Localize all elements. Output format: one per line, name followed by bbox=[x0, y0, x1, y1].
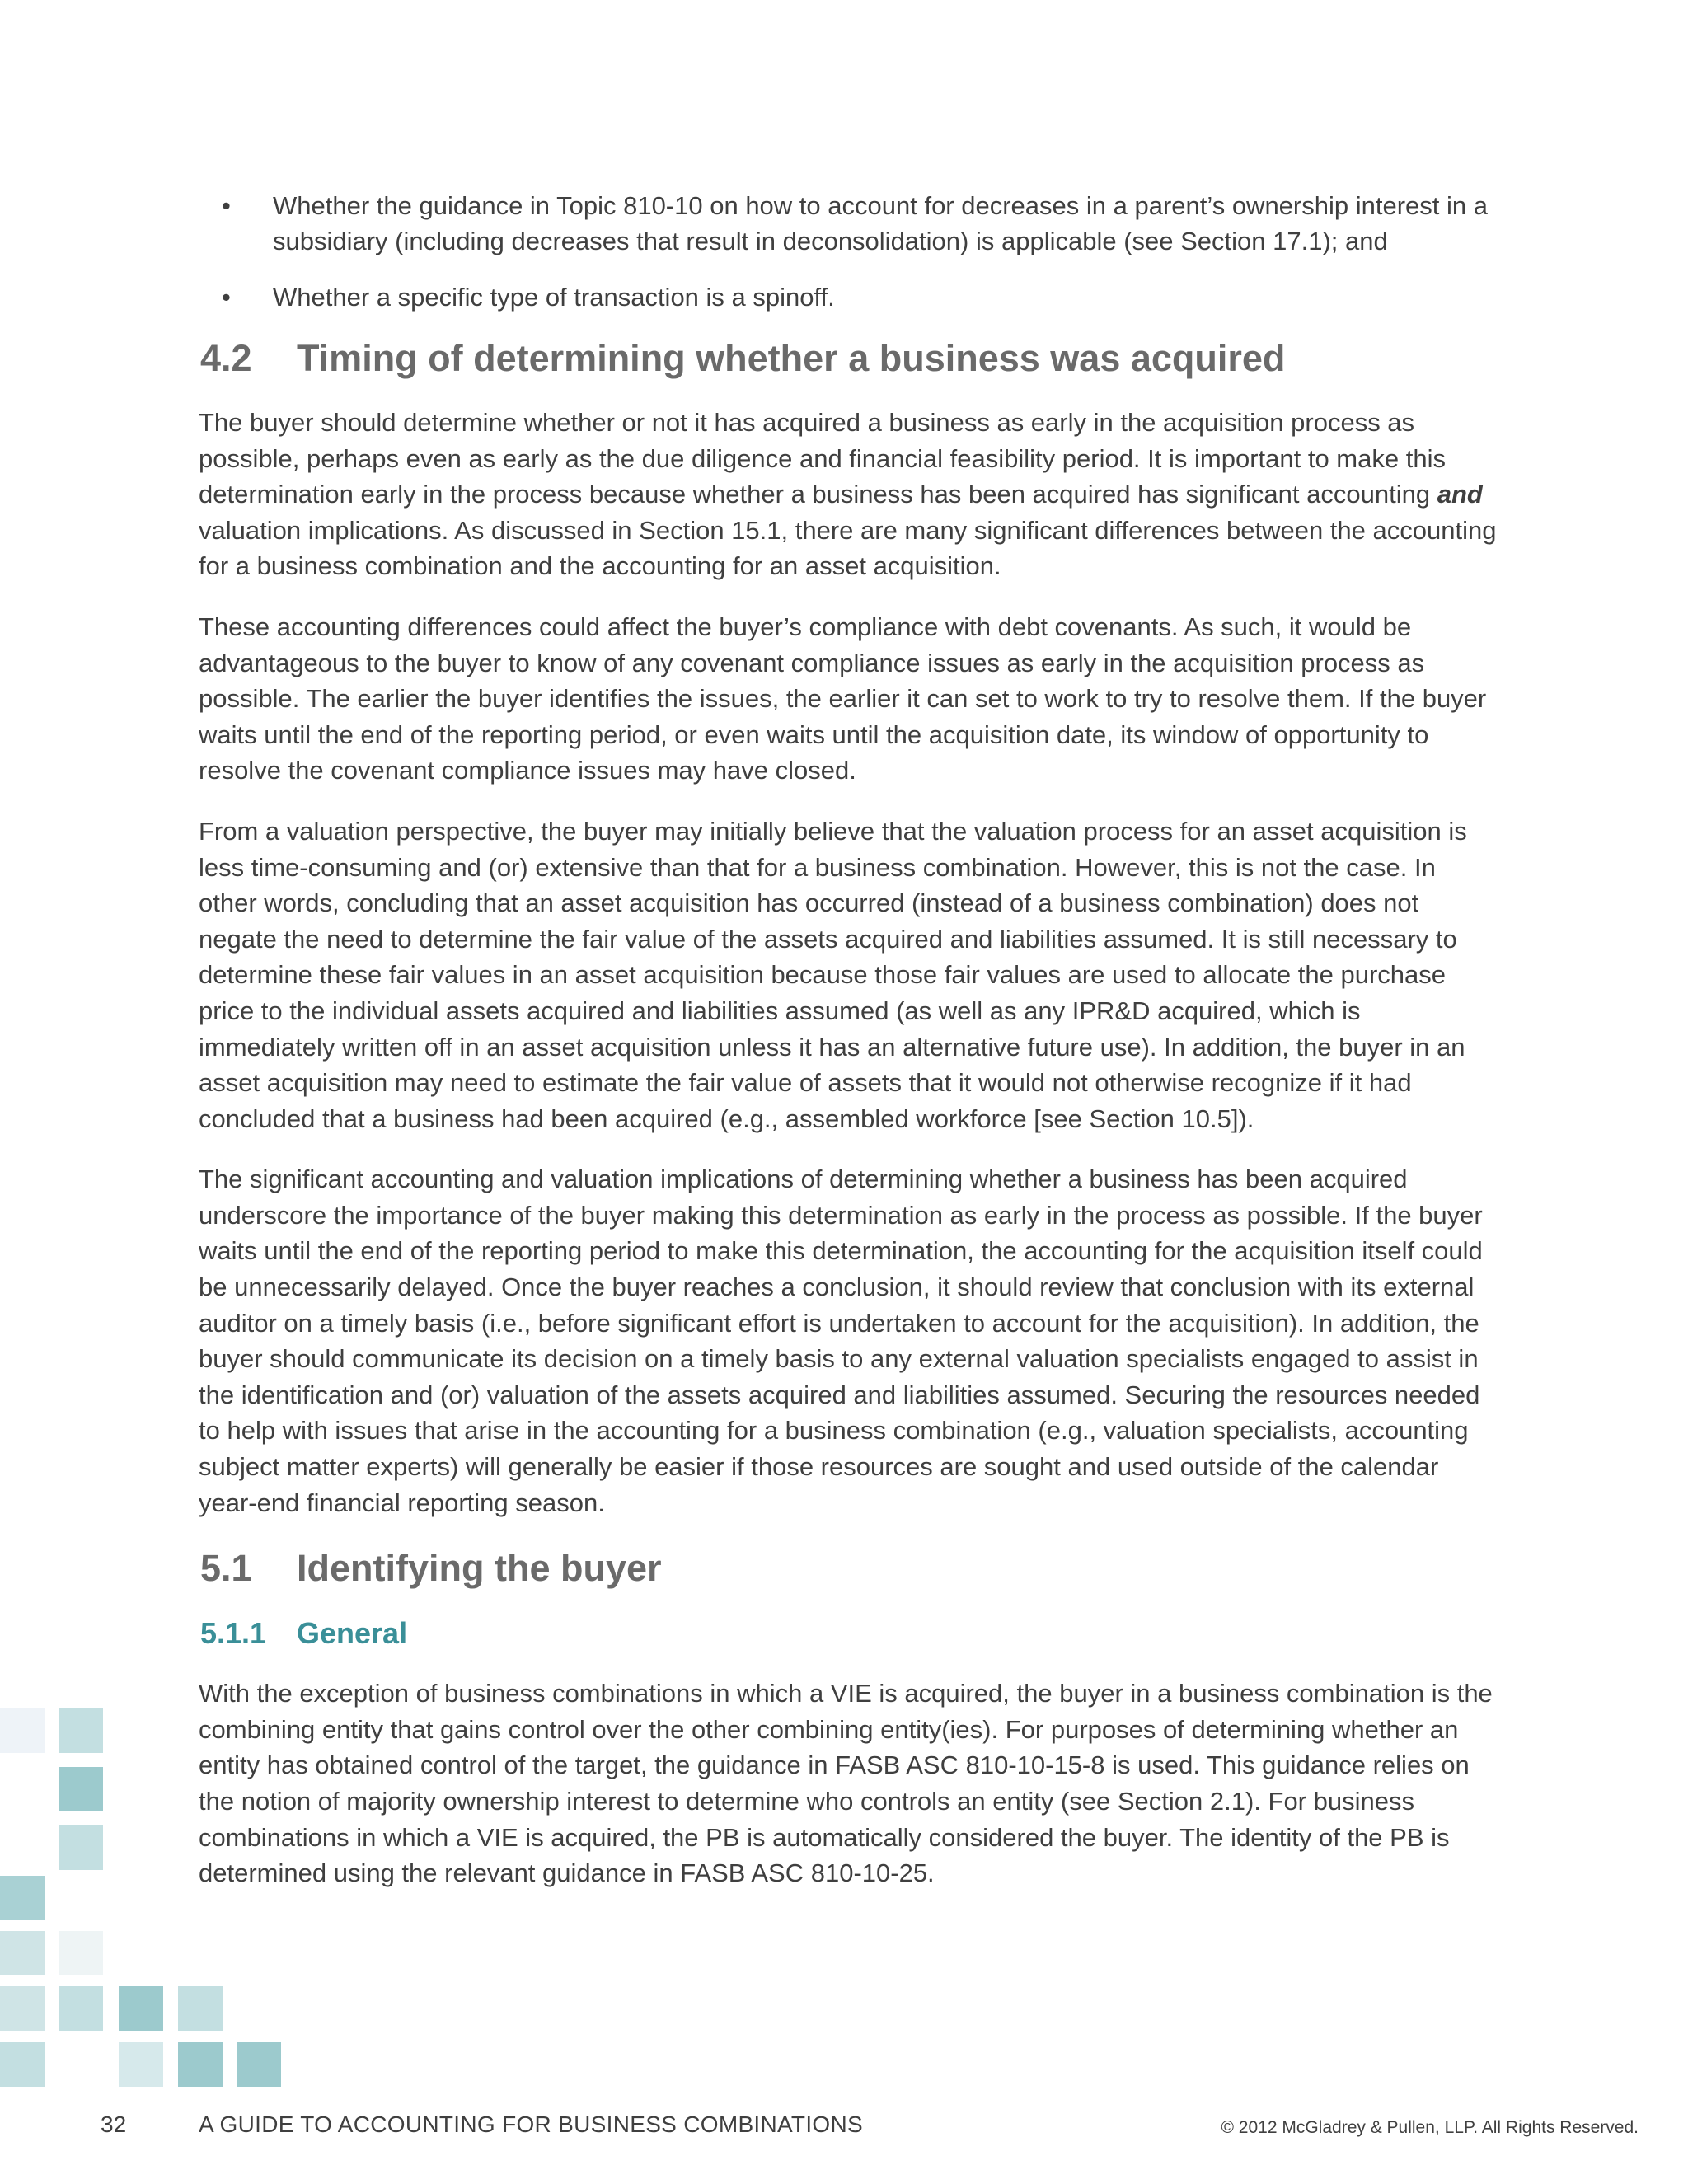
decorative-square bbox=[119, 1986, 163, 2031]
subsection-number: 5.1.1 bbox=[200, 1616, 267, 1651]
decorative-square bbox=[119, 2042, 163, 2087]
decorative-square bbox=[59, 1986, 103, 2031]
copyright-notice: © 2012 McGladrey & Pullen, LLP. All Rights Reserved. bbox=[1221, 2118, 1639, 2137]
section-heading-4-2 bbox=[200, 335, 1501, 382]
bullet-icon: • bbox=[222, 283, 231, 312]
list-item bbox=[199, 188, 1501, 259]
emphasis-text: and bbox=[1437, 480, 1483, 509]
page-content bbox=[199, 188, 1501, 1916]
decorative-square bbox=[237, 2042, 281, 2087]
paragraph: The significant accounting and valuation implications of determining whether a business has been acquired underscore the importance of the buyer making this determination as early in the process as possible. If the buyer waits until the end of the reporting period to make this determination, the accounting for the acquisition itself could be unnecessarily delayed. Once the buyer reaches a conclusion, it should review that conclusion with its external auditor on a timely basis (i.e., before significant effort is undertaken to account for the acquisition). In addition, the buyer should communicate its decision on a timely basis to any external valuation specialists engaged to assist in the identification and (or) valuation of the assets acquired and liabilities assumed. Securing the resources needed to help with issues that arise in the accounting for a business combination (e.g., valuation specialists, accounting subject matter experts) will generally be easier if those resources are sought and used outside of the calendar year-end financial reporting season. bbox=[199, 1165, 1483, 1517]
list-item-text: Whether the guidance in Topic 810-10 on how to account for decreases in a parent’s ownership interest in a subsidiary (including decreases that result in deconsolidation) is applicable (see Section 17.1); and bbox=[273, 191, 1488, 255]
decorative-square bbox=[59, 1708, 103, 1753]
section-heading-5-1 bbox=[200, 1545, 1501, 1591]
page-number: 32 bbox=[101, 2111, 127, 2137]
list-item-text: Whether a specific type of transaction is a spinoff. bbox=[273, 283, 835, 312]
decorative-square bbox=[59, 1825, 103, 1870]
decorative-square bbox=[59, 1931, 103, 1975]
section-number: 4.2 bbox=[200, 337, 252, 379]
footer-title: A GUIDE TO ACCOUNTING FOR BUSINESS COMBINATIONS bbox=[199, 2111, 863, 2137]
bullet-list bbox=[199, 188, 1501, 315]
section-title: Identifying the buyer bbox=[297, 1547, 662, 1590]
subsection-title: General bbox=[297, 1616, 408, 1651]
decorative-square bbox=[0, 2042, 45, 2087]
paragraph-text: valuation implications. As discussed in Section 15.1, there are many significant differences between the accounting for a business combination and the accounting for an asset acquisition. bbox=[199, 515, 1497, 581]
paragraph bbox=[199, 405, 1501, 584]
list-item bbox=[199, 279, 1501, 315]
decorative-square bbox=[178, 1986, 223, 2031]
section-number: 5.1 bbox=[200, 1547, 252, 1590]
decorative-square bbox=[0, 1708, 45, 1753]
bullet-icon: • bbox=[222, 191, 231, 220]
paragraph: From a valuation perspective, the buyer may initially believe that the valuation process for an asset acquisition is less time-consuming and (or) extensive than that for a business combination. However, this is not the case. In other words, concluding that an asset acquisition has occurred (instead of a business combination) does not negate the need to determine the fair value of the assets acquired and liabilities assumed. It is still necessary to determine these fair values in an asset acquisition because those fair values are used to allocate the purchase price to the individual assets acquired and liabilities assumed (as well as any IPR&D acquired, which is immediately written off in an asset acquisition unless it has an alternative future use). In addition, the buyer in an asset acquisition may need to estimate the fair value of assets that it would not otherwise recognize if it had concluded that a business had been acquired (e.g., assembled workforce [see Section 10.5]). bbox=[199, 816, 1467, 1133]
decorative-square bbox=[0, 1986, 45, 2031]
decorative-square bbox=[59, 1767, 103, 1811]
paragraph: With the exception of business combinations in which a VIE is acquired, the buyer in a business combination is the combining entity that gains control over the other combining entity(ies). For purposes of determining whether an entity has obtained control of the target, the guidance in FASB ASC 810-10-15-8 is used. This guidance relies on the notion of majority ownership interest to determine who controls an entity (see Section 2.1). For business combinations in which a VIE is acquired, the PB is automatically considered the buyer. The identity of the PB is determined using the relevant guidance in FASB ASC 810-10-25. bbox=[199, 1679, 1493, 1888]
decorative-square bbox=[0, 1931, 45, 1975]
section-title: Timing of determining whether a business was acquired bbox=[297, 337, 1286, 379]
paragraph: These accounting differences could affect the buyer’s compliance with debt covenants. As such, it would be advantageous to the buyer to know of any covenant compliance issues as early in the acquisition process as possible. The earlier the buyer identifies the issues, the earlier it can set to work to try to resolve them. If the buyer waits until the end of the reporting period, or even waits until the acquisition date, its window of opportunity to resolve the covenant compliance issues may have closed. bbox=[199, 612, 1487, 785]
paragraph-text: The buyer should determine whether or not it has acquired a business as early in the acquisition process as possible, perhaps even as early as the due diligence and financial feasibility period. It is important to make this determination early in the process because whether a business has been acquired has significant accounting bbox=[199, 408, 1446, 509]
decorative-square bbox=[0, 1876, 45, 1920]
subsection-heading-5-1-1 bbox=[200, 1615, 1501, 1652]
decorative-square bbox=[178, 2042, 223, 2087]
